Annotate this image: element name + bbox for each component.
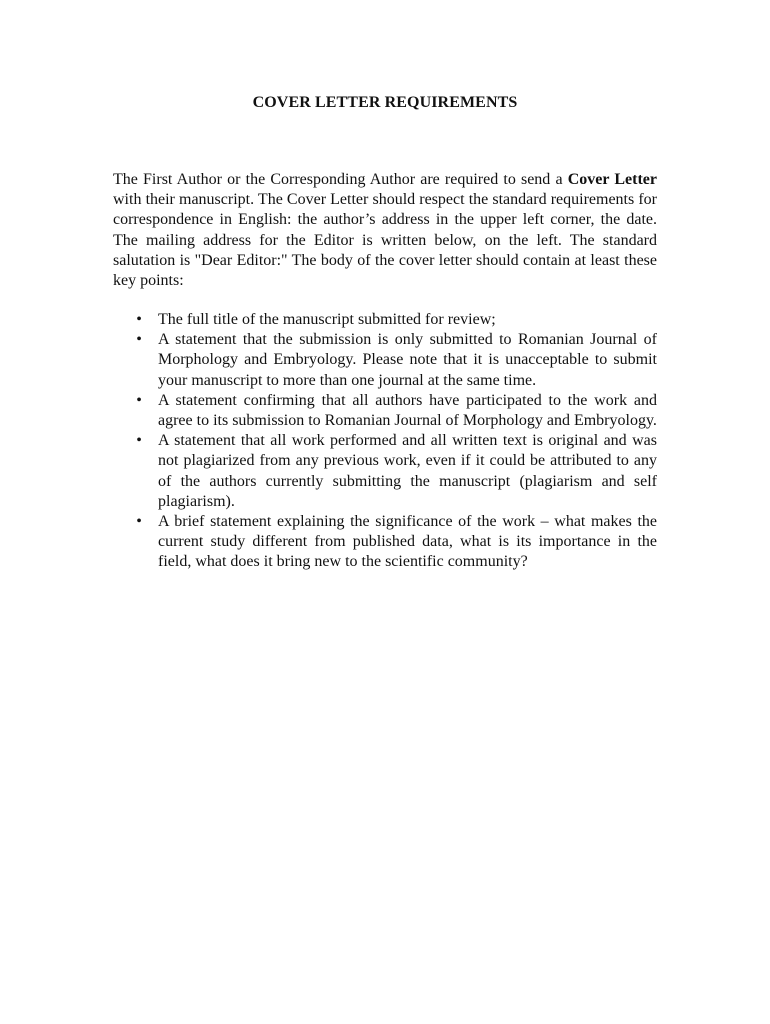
list-item	[113, 330, 657, 391]
list-item-text: A statement confirming that all authors have participated to the work and agree to its submission to Romanian Journal of Morphology and Embryology.	[158, 391, 657, 430]
list-item-text: A brief statement explaining the significance of the work – what makes the current study different from published data, what is its importance in the field, what does it bring new to the scientific community?	[158, 513, 657, 571]
intro-paragraph	[113, 170, 657, 291]
bullet-icon: •	[136, 513, 142, 531]
list-item-text: The full title of the manuscript submitted for review;	[158, 311, 496, 328]
list-item	[113, 310, 657, 330]
bullet-icon: •	[136, 331, 142, 349]
document-title: COVER LETTER REQUIREMENTS	[252, 94, 518, 111]
bullet-icon: •	[136, 311, 142, 328]
list-item	[113, 512, 657, 573]
list-item	[113, 391, 657, 431]
bullet-icon: •	[136, 391, 142, 409]
intro-text-part2: with their manuscript. The Cover Letter should respect the standard requirements for correspondence in English: the author’s address in the upper left corner, the date. The mailing address for the Editor is written below, on the left. The standard salutation is "Dear Editor:" The body of the cover letter should contain at least these key points:	[113, 191, 657, 290]
bullet-icon: •	[136, 432, 142, 450]
key-points-list	[113, 310, 657, 573]
list-item-text: A statement that the submission is only submitted to Romanian Journal of Morphology and Embryology. Please note that it is unacceptable to submit your manuscript to more than one journal at the same time.	[158, 331, 657, 389]
intro-bold-cover-letter: Cover Letter	[567, 171, 657, 188]
list-item-text: A statement that all work performed and all written text is original and was not plagiarized from any previous work, even if it could be attributed to any of the authors currently submitting the manuscript (plagiarism and self plagiarism).	[158, 432, 657, 510]
list-item	[113, 431, 657, 512]
intro-text-part1: The First Author or the Corresponding Author are required to send a	[113, 171, 568, 188]
